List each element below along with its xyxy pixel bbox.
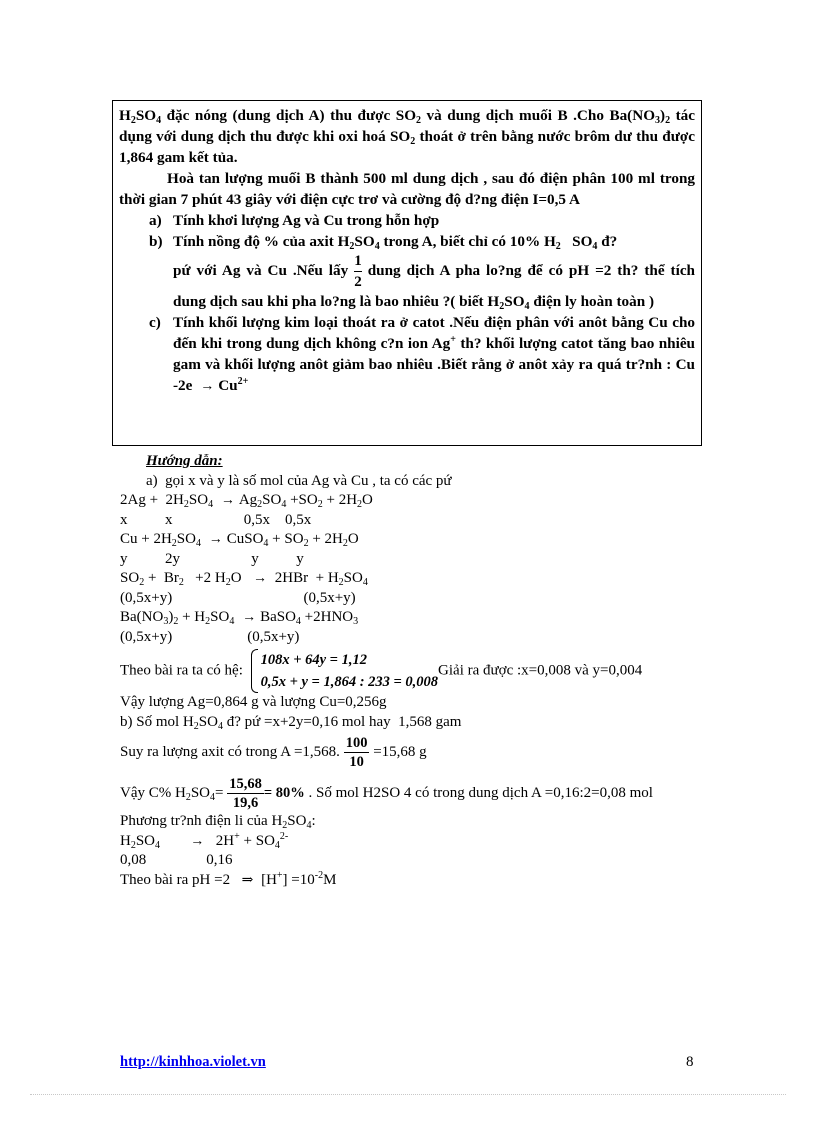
ion-equation: $H_2SO_4$ → $2H^+ + SO_4^{2-}$ bbox=[120, 830, 289, 851]
solution-guide bbox=[120, 452, 700, 890]
arrow-icon: → bbox=[253, 571, 268, 586]
acid-line: Suy ra lượng axit có trong A =1,568. $\frac{100}{10}$ =15,68 g bbox=[120, 735, 427, 770]
footer-divider bbox=[30, 1094, 786, 1095]
reaction-3-mol: (0,5x+y) (0,5x+y) bbox=[120, 589, 356, 606]
equation-system: 108x + 64y = 1,12 0,5x + y = 1,864 : 233 = 0,008 bbox=[251, 649, 438, 693]
ag-cu-mass: Vậy lượng Ag=0,864 g và lượng Cu=0,256g bbox=[120, 694, 387, 710]
footer-link[interactable]: http://kinhhoa.violet.vn bbox=[120, 1054, 266, 1070]
half-fraction: $\frac{1}{2}$ bbox=[354, 253, 362, 290]
arrow-icon: → bbox=[208, 532, 223, 547]
reaction-4: $Ba(NO_3)_2 + H_2SO_4$ → BaSO$_4$ $+2HNO_3$ bbox=[120, 609, 359, 627]
reaction-2: $Cu + 2H_2SO_4$ → CuSO$_4$ + $SO_2 + 2H_2O$ bbox=[120, 531, 359, 549]
arrow-icon: → bbox=[190, 833, 205, 849]
ph-line: Theo bài ra pH =2 ⇒ $[H^+] =10^{-2}M$ bbox=[120, 871, 700, 891]
problem-items bbox=[119, 210, 695, 397]
arrow-icon: → bbox=[242, 610, 257, 625]
b-line: b) Số mol $H_2SO_4$ đ? pứ =x+2y=0,16 mol hay 1,568 gam bbox=[120, 713, 462, 732]
guide-intro: a) gọi x và y là số mol của Ag và Cu , ta có các pứ bbox=[146, 472, 452, 489]
implies-icon: ⇒ bbox=[241, 872, 254, 888]
reaction-1-mol: x x 0,5x 0,5x bbox=[120, 511, 312, 528]
arrow-icon: → bbox=[220, 493, 235, 508]
arrow-icon: → bbox=[200, 379, 215, 394]
system-line: Theo bài ra ta có hệ: 108x + 64y = 1,12 0,5x + y = 1,864 : 233 = 0,008 Giải ra được :x=0,008 và y=0,004 bbox=[120, 649, 700, 693]
ion-values: 0,08 0,16 bbox=[120, 852, 233, 868]
problem-para-2: Hoà tan lượng muối B thành 500 ml dung dịch , sau đó điện phân 100 ml trong thời gian 7 phút 43 giây với điện cực trơ và cường độ d?ng điện I=0,5 A bbox=[119, 170, 695, 208]
ion-lead: Phương tr?nh điện li của $H_2SO_4$: bbox=[120, 813, 316, 831]
reaction-2-mol: y 2y y y bbox=[120, 550, 304, 567]
reaction-3: $SO_2 + Br_2 +2$ $H_2O \to 2HBr + H_2SO_4$ bbox=[120, 570, 368, 588]
fraction-100-10: $\frac{100}{10}$ bbox=[345, 735, 368, 770]
percent-line: Vậy C% $H_2SO_4=$ $\frac{15,68}{19,6}$ = 80% . Số mol H2SO 4 có trong dung dịch A =0,16:2=0,08 mol bbox=[120, 776, 653, 811]
item-c: c) Tính khối lượng kim loại thoát ra ở catot .Nếu điện phân với anôt bằng Cu cho đến khi trong dung dịch không c?n ion Ag+ th? khối lượng catot tăng bao nhiêu gam và khối lượng anôt giảm bao nhiêu .Biết rằng ở anôt xảy ra quá tr?nh : Cu $-2e \to Cu^{2+}$ bbox=[173, 312, 695, 397]
reaction-4-mol: (0,5x+y) (0,5x+y) bbox=[120, 628, 300, 645]
reaction-1: $2Ag + 2H_2SO_4 \to Ag_2SO_4 +SO_2 + 2H_2O$ bbox=[120, 492, 373, 510]
problem-box bbox=[112, 100, 702, 446]
problem-para-1: $H_2SO_4$ đặc nóng (dung dịch A) thu được $SO_2$ và dung dịch muối B .Cho $Ba(NO_3)_2$ tác dụng với dung dịch thu được khi oxi hoá $SO_2$ thoát ở trên bằng nước brôm dư thu được 1,864 gam kết tủa. bbox=[119, 107, 696, 166]
page-number: 8 bbox=[686, 1054, 694, 1070]
item-a: a) Tính khơi lượng Ag và Cu trong hỗn hợp bbox=[149, 212, 440, 229]
fraction-percent: $\frac{15,68}{19,6}$ bbox=[229, 776, 262, 811]
guide-heading: Hướng dẫn: bbox=[146, 453, 223, 469]
item-b: b) Tính nồng độ % của axit $H_2SO_4$ trong A, biết chỉ có 10% $H_2$ $SO_4$ đ? pứ với Ag và Cu .Nếu lấy $\frac{1}{2}$ dung dịch A pha lo?ng để có pH =2 th? thể tích dung dịch sau khi pha lo?ng là bao nhiêu ?( biết $H_2SO_4$ điện ly hoàn toàn ) bbox=[149, 233, 696, 312]
